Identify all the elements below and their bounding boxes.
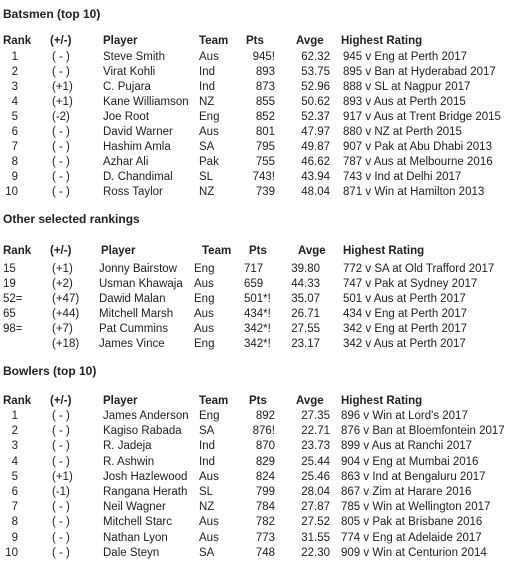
col-team: Team [202, 245, 232, 257]
avge-cell: 52.37 [301, 111, 330, 123]
rank-cell: 10 [5, 546, 18, 559]
change-cell: (+47) [52, 293, 80, 305]
pts-cell: 945! [252, 51, 275, 63]
table-row [0, 424, 528, 438]
highest-rating-cell: 907 v Pak at Abu Dhabi 2013 [343, 141, 492, 153]
highest-rating-cell: 774 v Eng at Adelaide 2017 [341, 531, 482, 544]
avge-cell: 46.62 [301, 156, 330, 168]
col-rank: Rank [3, 245, 32, 257]
rank-cell: 65 [3, 308, 16, 320]
table-row [0, 409, 528, 423]
team-cell: Ind [199, 81, 215, 93]
avge-cell: 28.04 [301, 486, 330, 498]
col-team: Team [199, 35, 229, 47]
table-row [0, 322, 528, 336]
highest-rating-cell: 772 v SA at Old Trafford 2017 [343, 263, 495, 275]
avge-cell: 35.07 [291, 293, 320, 305]
highest-rating-cell: 863 v Ind at Bengaluru 2017 [341, 470, 486, 483]
team-cell: NZ [199, 186, 215, 198]
rank-cell: 10 [5, 186, 18, 198]
player-cell: R. Jadeja [103, 440, 152, 453]
rank-cell: 19 [3, 278, 16, 290]
team-cell: Eng [199, 410, 220, 422]
player-cell: Kagiso Rabada [103, 425, 182, 438]
player-cell: Mitchell Marsh [99, 308, 174, 320]
team-cell: Eng [199, 111, 220, 123]
change-cell: ( - ) [52, 156, 70, 168]
team-cell: NZ [199, 501, 215, 514]
player-cell: Hashim Amla [103, 141, 171, 153]
highest-rating-cell: 342 v Eng at Perth 2017 [343, 323, 468, 335]
table-row [0, 439, 528, 453]
pts-cell: 855 [255, 96, 275, 108]
player-cell: D. Chandimal [103, 171, 173, 183]
avge-cell: 23.73 [301, 440, 330, 453]
avge-cell: 27.52 [301, 516, 330, 529]
col-rank: Rank [3, 35, 32, 47]
team-cell: SA [199, 546, 215, 559]
rank-cell: 4 [11, 96, 18, 108]
avge-cell: 39.80 [291, 263, 320, 275]
highest-rating-cell: 895 v Ban at Hyderabad 2017 [343, 66, 496, 78]
highest-rating-cell: 501 v Aus at Perth 2017 [343, 293, 466, 305]
table-row [0, 546, 528, 560]
table-row [0, 262, 528, 276]
avge-cell: 25.44 [301, 455, 330, 468]
table-row [0, 515, 528, 529]
col-change: (+/-) [50, 395, 72, 407]
avge-cell: 26.71 [291, 308, 320, 320]
team-cell: Aus [199, 51, 219, 63]
avge-cell: 47.97 [301, 126, 330, 138]
col-player: Player [103, 35, 138, 47]
avge-cell: 27.87 [301, 501, 330, 514]
team-cell: SL [199, 486, 214, 498]
rank-cell: 3 [11, 440, 18, 453]
avge-cell: 25.46 [301, 470, 330, 483]
avge-cell: 53.75 [301, 66, 330, 78]
rank-cell: 8 [11, 156, 18, 168]
player-cell: R. Ashwin [103, 455, 155, 468]
table-row [0, 500, 528, 514]
avge-cell: 52.96 [301, 81, 330, 93]
highest-rating-cell: 434 v Eng at Perth 2017 [343, 308, 468, 320]
pts-cell: 748 [255, 546, 275, 559]
rank-cell: 7 [11, 141, 18, 153]
rank-cell: 8 [11, 516, 18, 529]
pts-cell: 743! [252, 171, 275, 183]
team-cell: SL [199, 171, 214, 183]
team-cell: SA [199, 425, 215, 438]
player-cell: David Warner [103, 126, 173, 138]
team-cell: Aus [194, 278, 214, 290]
table-row [0, 485, 528, 499]
col-player: Player [103, 395, 138, 407]
pts-cell: 873 [255, 81, 275, 93]
rank-cell: 5 [11, 470, 18, 483]
avge-cell: 50.62 [301, 96, 330, 108]
player-cell: Rangana Herath [103, 486, 188, 498]
player-cell: James Vince [99, 338, 165, 350]
col-avge: Avge [296, 35, 324, 47]
team-cell: Aus [194, 308, 214, 320]
player-cell: Azhar Ali [103, 156, 149, 168]
player-cell: Neil Wagner [103, 501, 166, 514]
change-cell: ( - ) [52, 410, 70, 422]
change-cell: ( - ) [52, 425, 70, 438]
pts-cell: 795 [255, 141, 275, 153]
rank-cell: 9 [11, 531, 18, 544]
change-cell: (+1) [52, 263, 73, 275]
avge-cell: 22.71 [301, 425, 330, 438]
pts-cell: 739 [255, 186, 275, 198]
col-avge: Avge [296, 395, 324, 407]
col-change: (+/-) [50, 245, 72, 257]
col-pts: Pts [249, 395, 267, 407]
team-cell: Ind [199, 455, 215, 468]
rank-cell: 15 [3, 263, 16, 275]
table-row [0, 185, 528, 199]
rank-cell: 2 [11, 425, 18, 438]
pts-cell: 876! [252, 425, 275, 438]
change-cell: ( - ) [52, 501, 70, 514]
pts-cell: 893 [255, 66, 275, 78]
player-cell: Dawid Malan [99, 293, 166, 305]
section-title: Batsmen (top 10) [3, 7, 101, 21]
table-row [0, 337, 528, 351]
team-cell: Eng [194, 338, 215, 350]
col-player: Player [101, 245, 136, 257]
player-cell: Josh Hazlewood [103, 470, 188, 483]
avge-cell: 44.33 [291, 278, 320, 290]
highest-rating-cell: 904 v Eng at Mumbai 2016 [341, 455, 479, 468]
team-cell: SA [199, 141, 215, 153]
table-row [0, 292, 528, 306]
highest-rating-cell: 917 v Aus at Trent Bridge 2015 [343, 111, 501, 123]
pts-cell: 342*! [244, 338, 271, 350]
avge-cell: 22.30 [301, 546, 330, 559]
rank-cell: 1 [11, 51, 18, 63]
highest-rating-cell: 867 v Zim at Harare 2016 [341, 486, 472, 498]
change-cell: (+2) [52, 278, 73, 290]
table-row [0, 531, 528, 545]
pts-cell: 829 [255, 455, 275, 468]
table-row [0, 277, 528, 291]
col-change: (+/-) [50, 35, 72, 47]
table-row [0, 95, 528, 109]
avge-cell: 27.55 [291, 323, 320, 335]
player-cell: Usman Khawaja [99, 278, 183, 290]
pts-cell: 801 [255, 126, 275, 138]
team-cell: Aus [199, 126, 219, 138]
change-cell: (+18) [52, 338, 80, 350]
rank-cell: 7 [11, 501, 18, 514]
pts-cell: 852 [255, 111, 275, 123]
table-header [0, 394, 528, 408]
highest-rating-cell: 747 v Pak at Sydney 2017 [343, 278, 478, 290]
team-cell: Ind [199, 440, 215, 453]
pts-cell: 659 [244, 278, 264, 290]
highest-rating-cell: 893 v Aus at Perth 2015 [343, 96, 466, 108]
col-highest-rating: Highest Rating [343, 245, 425, 257]
change-cell: (+1) [52, 470, 73, 483]
rank-cell: 4 [11, 455, 18, 468]
col-highest-rating: Highest Rating [341, 395, 423, 407]
col-team: Team [199, 395, 229, 407]
player-cell: Nathan Lyon [103, 531, 168, 544]
table-header [0, 244, 528, 258]
pts-cell: 799 [255, 486, 275, 498]
change-cell: ( - ) [52, 186, 70, 198]
rank-cell: 5 [11, 111, 18, 123]
change-cell: (+7) [52, 323, 73, 335]
team-cell: Aus [199, 470, 219, 483]
pts-cell: 755 [255, 156, 275, 168]
team-cell: Aus [194, 323, 214, 335]
avge-cell: 31.55 [301, 531, 330, 544]
avge-cell: 27.35 [301, 410, 330, 422]
pts-cell: 717 [244, 263, 264, 275]
team-cell: Aus [199, 531, 219, 544]
change-cell: ( - ) [52, 440, 70, 453]
highest-rating-cell: 888 v SL at Nagpur 2017 [343, 81, 471, 93]
col-rank: Rank [3, 395, 32, 407]
avge-cell: 43.94 [301, 171, 330, 183]
rank-cell: 2 [11, 66, 18, 78]
rank-cell: 6 [11, 126, 18, 138]
highest-rating-cell: 896 v Win at Lord's 2017 [341, 410, 468, 422]
rank-cell: 98= [3, 323, 23, 335]
highest-rating-cell: 876 v Ban at Bloemfontein 2017 [341, 425, 505, 438]
player-cell: Dale Steyn [103, 546, 160, 559]
team-cell: Eng [194, 293, 215, 305]
change-cell: (+1) [52, 96, 73, 108]
highest-rating-cell: 899 v Aus at Ranchi 2017 [341, 440, 473, 453]
team-cell: NZ [199, 96, 215, 108]
team-cell: Eng [194, 263, 215, 275]
col-pts: Pts [249, 245, 267, 257]
section-title: Other selected rankings [3, 212, 140, 226]
table-row [0, 110, 528, 124]
player-cell: Ross Taylor [103, 186, 163, 198]
table-header [0, 34, 528, 48]
change-cell: ( - ) [52, 516, 70, 529]
pts-cell: 501*! [244, 293, 271, 305]
highest-rating-cell: 945 v Eng at Perth 2017 [343, 51, 468, 63]
pts-cell: 824 [255, 470, 275, 483]
pts-cell: 342*! [244, 323, 271, 335]
col-avge: Avge [298, 245, 326, 257]
player-cell: Joe Root [103, 111, 150, 123]
change-cell: (-2) [52, 111, 70, 123]
table-row [0, 307, 528, 321]
pts-cell: 773 [255, 531, 275, 544]
highest-rating-cell: 785 v Win at Wellington 2017 [341, 501, 491, 514]
pts-cell: 784 [255, 501, 275, 514]
player-cell: Pat Cummins [99, 323, 169, 335]
highest-rating-cell: 342 v Aus at Perth 2017 [343, 338, 466, 350]
table-row [0, 140, 528, 154]
table-row [0, 155, 528, 169]
change-cell: ( - ) [52, 171, 70, 183]
team-cell: Aus [199, 516, 219, 529]
avge-cell: 49.87 [301, 141, 330, 153]
change-cell: ( - ) [52, 141, 70, 153]
pts-cell: 892 [255, 410, 275, 422]
change-cell: ( - ) [52, 546, 70, 559]
change-cell: ( - ) [52, 126, 70, 138]
highest-rating-cell: 743 v Ind at Delhi 2017 [343, 171, 462, 183]
table-row [0, 455, 528, 469]
rank-cell: 6 [11, 486, 18, 498]
pts-cell: 782 [255, 516, 275, 529]
change-cell: ( - ) [52, 51, 70, 63]
rank-cell: 1 [11, 410, 18, 422]
change-cell: ( - ) [52, 531, 70, 544]
change-cell: ( - ) [52, 66, 70, 78]
col-highest-rating: Highest Rating [341, 35, 423, 47]
highest-rating-cell: 880 v NZ at Perth 2015 [343, 126, 462, 138]
pts-cell: 434*! [244, 308, 271, 320]
highest-rating-cell: 805 v Pak at Brisbane 2016 [341, 516, 483, 529]
table-row [0, 170, 528, 184]
change-cell: (-1) [52, 486, 70, 498]
team-cell: Pak [199, 156, 219, 168]
player-cell: Virat Kohli [103, 66, 156, 78]
player-cell: Kane Williamson [103, 96, 189, 108]
highest-rating-cell: 787 v Aus at Melbourne 2016 [343, 156, 493, 168]
player-cell: Steve Smith [103, 51, 165, 63]
table-row [0, 125, 528, 139]
change-cell: ( - ) [52, 455, 70, 468]
player-cell: James Anderson [103, 410, 189, 422]
avge-cell: 23.17 [291, 338, 320, 350]
change-cell: (+44) [52, 308, 80, 320]
highest-rating-cell: 871 v Win at Hamilton 2013 [343, 186, 485, 198]
table-row [0, 470, 528, 484]
table-row [0, 80, 528, 94]
player-cell: Mitchell Starc [103, 516, 173, 529]
rank-cell: 3 [11, 81, 18, 93]
player-cell: C. Pujara [103, 81, 151, 93]
table-row [0, 50, 528, 64]
col-pts: Pts [246, 35, 264, 47]
section-title: Bowlers (top 10) [3, 364, 97, 378]
table-row [0, 65, 528, 79]
rank-cell: 9 [11, 171, 18, 183]
rank-cell: 52= [3, 293, 23, 305]
player-cell: Jonny Bairstow [99, 263, 177, 275]
avge-cell: 62.32 [301, 51, 330, 63]
avge-cell: 48.04 [301, 186, 330, 198]
highest-rating-cell: 909 v Win at Centurion 2014 [341, 546, 487, 559]
pts-cell: 870 [255, 440, 275, 453]
change-cell: (+1) [52, 81, 73, 93]
team-cell: Ind [199, 66, 215, 78]
